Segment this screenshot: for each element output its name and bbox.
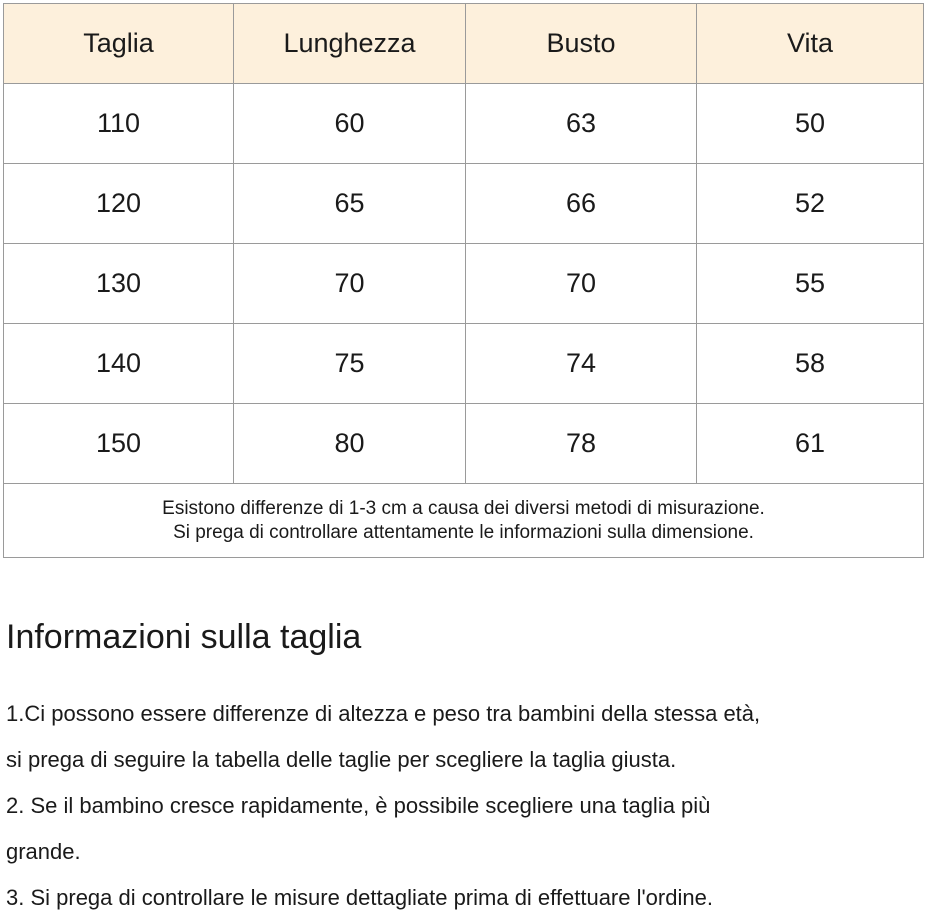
- cell-waist: 50: [697, 84, 924, 164]
- cell-waist: 58: [697, 324, 924, 404]
- cell-length: 65: [234, 164, 466, 244]
- header-chest: Busto: [466, 4, 697, 84]
- table-row: [4, 244, 924, 324]
- cell-waist: 61: [697, 404, 924, 484]
- cell-length: 75: [234, 324, 466, 404]
- cell-waist: 52: [697, 164, 924, 244]
- header-size: Taglia: [4, 4, 234, 84]
- table-row: [4, 164, 924, 244]
- cell-length: 70: [234, 244, 466, 324]
- cell-size: 150: [4, 404, 234, 484]
- cell-length: 60: [234, 84, 466, 164]
- table-row: [4, 84, 924, 164]
- info-line: si prega di seguire la tabella delle taglie per scegliere la taglia giusta.: [6, 747, 677, 772]
- size-chart-table: [3, 3, 924, 558]
- table-row: [4, 404, 924, 484]
- info-title: Informazioni sulla taglia: [6, 618, 362, 656]
- cell-size: 140: [4, 324, 234, 404]
- note-line: Esistono differenze di 1-3 cm a causa dei diversi metodi di misurazione.: [162, 497, 765, 519]
- cell-chest: 74: [466, 324, 697, 404]
- cell-chest: 63: [466, 84, 697, 164]
- cell-size: 120: [4, 164, 234, 244]
- info-line: grande.: [6, 839, 81, 864]
- info-line: 2. Se il bambino cresce rapidamente, è possibile scegliere una taglia più: [6, 793, 711, 818]
- cell-chest: 70: [466, 244, 697, 324]
- cell-length: 80: [234, 404, 466, 484]
- info-line: 1.Ci possono essere differenze di altezza e peso tra bambini della stessa età,: [6, 701, 761, 726]
- info-list: [6, 691, 928, 921]
- cell-size: 130: [4, 244, 234, 324]
- cell-chest: 66: [466, 164, 697, 244]
- cell-waist: 55: [697, 244, 924, 324]
- table-row: [4, 324, 924, 404]
- cell-size: 110: [4, 84, 234, 164]
- note-line: Si prega di controllare attentamente le informazioni sulla dimensione.: [173, 521, 754, 543]
- cell-chest: 78: [466, 404, 697, 484]
- table-header-row: [4, 4, 924, 84]
- header-waist: Vita: [697, 4, 924, 84]
- header-length: Lunghezza: [234, 4, 466, 84]
- table-note-row: [4, 484, 924, 558]
- measurement-note: [4, 484, 924, 558]
- info-line: 3. Si prega di controllare le misure dettagliate prima di effettuare l'ordine.: [6, 885, 713, 910]
